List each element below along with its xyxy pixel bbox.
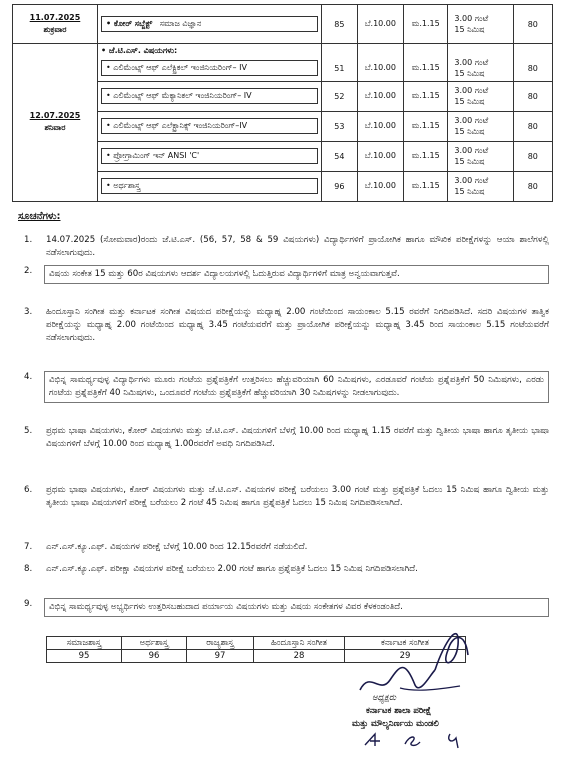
start-time: ಬೆ.10.00 [357, 56, 403, 81]
duration-minutes: 15 ನಿಮಿಷ [454, 157, 485, 166]
empty-cell [404, 44, 448, 57]
table-row [13, 44, 553, 57]
duration-minutes: 15 ನಿಮಿಷ [454, 69, 485, 79]
duration-hours: 3.00 ಗಂಟೆ [454, 116, 489, 125]
marks: 80 [513, 141, 552, 171]
duration-minutes: 15 ನಿಮಿಷ [454, 25, 485, 34]
note-item [24, 265, 549, 284]
duration-minutes: 15 ನಿಮಿಷ [454, 127, 485, 136]
note-number: 2. [24, 266, 33, 276]
note-item [24, 371, 549, 403]
duration-hours: 3.00 ಗಂಟೆ [454, 146, 489, 155]
note-item [24, 306, 549, 345]
table-row [13, 5, 553, 44]
marks: 80 [513, 111, 552, 141]
signature-org-line2: ಮತ್ತು ಮೌಲ್ಯನಿರ್ಣಯ ಮಂಡಲಿ [352, 719, 439, 729]
marks: 80 [513, 171, 552, 201]
subject-name: • ಪ್ರೋಗ್ರಾಮಿಂಗ್ ಇನ್ ANSI 'C' [101, 148, 318, 164]
subject-cell [97, 81, 321, 111]
note-number: 6. [24, 485, 33, 495]
start-time: ಬೆ.10.00 [357, 141, 403, 171]
duration-cell [448, 141, 513, 171]
note-text: ವಿಷಯ ಸಂಕೇತ 15 ಮತ್ತು 60ರ ವಿಷಯಗಳು ಆದರ್ಶ ವಿದ್ಯಾಲಯಗಳಲ್ಲಿ ಓದುತ್ತಿರುವ ವಿದ್ಯಾರ್ಥಿಗಳಿಗೆ ಮಾತ್ರ ಅನ್ವಯವಾಗುತ್ತವೆ. [44, 265, 549, 284]
duration-hours: 3.00 ಗಂಟೆ [454, 176, 489, 185]
duration-cell [448, 171, 513, 201]
end-time: ಮ.1.15 [404, 171, 448, 201]
subject-code: 97 [187, 650, 254, 663]
duration-hours: 3.00 ಗಂಟೆ [454, 86, 489, 95]
start-time: ಬೆ.10.00 [357, 171, 403, 201]
subject-code: 54 [322, 141, 358, 171]
subject-cell [97, 5, 321, 44]
start-time: ಬೆ.10.00 [357, 81, 403, 111]
note-text: ಎನ್.ಎಸ್.ಕ್ಯೂ.ಎಫ್. ವಿಷಯಗಳ ಪರೀಕ್ಷೆ ಬೆಳಗ್ಗೆ 10.00 ರಿಂದ 12.15ರವರೆಗೆ ನಡೆಯಲಿದೆ. [46, 542, 308, 552]
signature-title: ಅಧ್ಯಕ್ಷರು [372, 693, 397, 703]
duration-minutes: 15 ನಿಮಿಷ [454, 97, 485, 106]
note-number: 4. [24, 372, 33, 382]
note-number: 5. [24, 426, 33, 436]
exam-schedule-table [12, 4, 553, 202]
note-number: 7. [24, 542, 33, 552]
duration-hours: 3.00 ಗಂಟೆ [454, 14, 489, 23]
subject-group-label: • ಜೆ.ಟಿ.ಎಸ್. ವಿಷಯಗಳು: [101, 46, 177, 55]
start-time: ಬೆ.10.00 [357, 111, 403, 141]
note-number: 9. [24, 599, 33, 609]
handwritten-initials [360, 730, 470, 750]
duration-cell [448, 81, 513, 111]
note-text: ಪ್ರಥಮ ಭಾಷಾ ವಿಷಯಗಳು, ಕೋರ್ ವಿಷಯಗಳು ಮತ್ತು ಜೆ.ಟಿ.ಎಸ್. ವಿಷಯಗಳಿಗೆ ಬೆಳಗ್ಗೆ 10.00 ರಿಂದ ಮಧ್ಯಾಹ್ನ 1.15 ರವರೆಗೆ ಮತ್ತು ದ್ವಿತೀಯ ಭಾಷಾ ಹಾಗೂ ತೃತೀಯ ಭಾಷಾ ವಿಷಯಗಳಿಗೆ ಬೆಳಗ್ಗೆ 10.00 ರಿಂದ ಮಧ್ಯಾಹ್ನ 1.00ರವರೆಗೆ ಅವಧಿ ನಿಗದಿಪಡಿಸಿದೆ. [46, 426, 549, 449]
subject-name: ಅರ್ಥಶಾಸ್ತ್ರ [122, 637, 187, 650]
note-text: ವಿಭಿನ್ನ ಸಾಮರ್ಥ್ಯವುಳ್ಳ ಅಭ್ಯರ್ಥಿಗಳು ಉತ್ತರಿಸಬಹುದಾದ ಪರ್ಯಾಯ ವಿಷಯಗಳು ಮತ್ತು ವಿಷಯ ಸಂಕೇತಗಳ ವಿವರ ಕೆಳಕಂಡಂತಿದೆ. [44, 598, 549, 617]
end-time: ಮ.1.15 [404, 81, 448, 111]
end-time: ಮ.1.15 [404, 56, 448, 81]
start-time: ಬೆ.10.00 [357, 5, 403, 44]
marks: 80 [513, 81, 552, 111]
duration-cell [448, 111, 513, 141]
subject-name: ಹಿಂದೂಸ್ತಾನಿ ಸಂಗೀತ [254, 637, 345, 650]
note-number: 8. [24, 564, 33, 574]
exam-day: ಶನಿವಾರ [44, 123, 66, 133]
duration-minutes: 15 ನಿಮಿಷ [454, 187, 485, 196]
note-text: ಎನ್.ಎಸ್.ಕ್ಯೂ.ಎಫ್. ಪರೀಕ್ಷಾ ವಿಷಯಗಳ ಪರೀಕ್ಷೆ ಬರೆಯಲು 2.00 ಗಂಟೆ ಹಾಗೂ ಪ್ರಶ್ನೆಪತ್ರಿಕೆ ಓದಲು 15 ನಿಮಿಷ ನಿಗದಿಪಡಿಸಲಾಗಿದೆ. [46, 564, 418, 574]
subject-code: 96 [122, 650, 187, 663]
note-number: 3. [24, 307, 33, 317]
subject-code: 85 [322, 5, 358, 44]
exam-date: 12.07.2025 [29, 111, 81, 121]
subject-name: ಸಮಾಜ ವಿಜ್ಞಾನ [159, 19, 202, 28]
end-time: ಮ.1.15 [404, 141, 448, 171]
note-text: 14.07.2025 (ಸೋಮವಾರ)ರಂದು ಜೆ.ಟಿ.ಎಸ್. (56, 57, 58 & 59 ವಿಷಯಗಳು) ವಿದ್ಯಾರ್ಥಿಗಳಿಗೆ ಪ್ರಾಯೋಗಿಕ ಹಾಗೂ ಮೌಖಿಕ ಪರೀಕ್ಷೆಗಳನ್ನು ಆಯಾ ಶಾಲೆಗಳಲ್ಲಿ ನಡೆಸಲಾಗುವುದು. [46, 235, 549, 258]
subject-cell [97, 141, 321, 171]
handwritten-signature [340, 600, 480, 710]
note-item [24, 234, 549, 260]
date-cell [13, 44, 98, 202]
end-time: ಮ.1.15 [404, 5, 448, 44]
subject-cell [97, 111, 321, 141]
empty-cell [357, 44, 403, 57]
subject-code: 53 [322, 111, 358, 141]
end-time: ಮ.1.15 [404, 111, 448, 141]
empty-cell [322, 44, 358, 57]
subject-code: 29 [345, 650, 466, 663]
subject-code: 51 [322, 56, 358, 81]
note-number: 1. [24, 235, 33, 245]
duration-hours: 3.00 ಗಂಟೆ [454, 58, 489, 68]
subject-box [101, 16, 318, 32]
note-item [24, 425, 549, 451]
empty-cell [513, 44, 552, 57]
marks: 80 [513, 56, 552, 81]
subject-name: • ಎಲಿಮೆಂಟ್ಸ್ ಆಫ್ ಮೆಕ್ಯಾನಿಕಲ್ ಇಂಜಿನಿಯರಿಂಗ್– IV [101, 88, 318, 104]
date-cell [13, 5, 98, 44]
duration-cell [448, 56, 513, 81]
subject-cell [97, 56, 321, 81]
subject-name: • ಎಲಿಮೆಂಟ್ಸ್ ಆಫ್ ಎಲೆಕ್ಟ್ರಾನಿಕ್ಸ್ ಇಂಜಿನಿಯರಿಂಗ್–IV [101, 118, 318, 134]
empty-cell [448, 44, 513, 57]
duration-cell [448, 5, 513, 44]
note-text: ಹಿಂದೂಸ್ತಾನಿ ಸಂಗೀತ ಮತ್ತು ಕರ್ನಾಟಕ ಸಂಗೀತ ವಿಷಯದ ಪರೀಕ್ಷೆಯನ್ನು ಮಧ್ಯಾಹ್ನ 2.00 ಗಂಟೆಯಿಂದ ಸಾಯಂಕಾಲ 5.15 ರವರೆಗೆ ನಿಗದಿಪಡಿಸಿದೆ. ಸದರಿ ವಿಷಯಗಳ ತಾತ್ವಿಕ ಪರೀಕ್ಷೆಯನ್ನು ಮಧ್ಯಾಹ್ನ 2.00 ಗಂಟೆಯಿಂದ ಮಧ್ಯಾಹ್ನ 3.45 ಗಂಟೆಯವರೆಗೆ ಮತ್ತು ಪ್ರಾಯೋಗಿಕ ಪರೀಕ್ಷೆಯನ್ನು ಮಧ್ಯಾಹ್ನ 3.45 ರಿಂದ ಸಾಯಂಕಾಲ 5.15 ಗಂಟೆಯವರೆಗೆ ನಡೆಸಲಾಗುವುದು. [46, 307, 549, 343]
note-text: ಪ್ರಥಮ ಭಾಷಾ ವಿಷಯಗಳು, ಕೋರ್ ವಿಷಯಗಳು ಮತ್ತು ಜೆ.ಟಿ.ಎಸ್. ವಿಷಯಗಳ ಪರೀಕ್ಷೆ ಬರೆಯಲು 3.00 ಗಂಟೆ ಮತ್ತು ಪ್ರಶ್ನೆಪತ್ರಿಕೆ ಓದಲು 15 ನಿಮಿಷ ಹಾಗೂ ದ್ವಿತೀಯ ಮತ್ತು ತೃತೀಯ ಭಾಷಾ ವಿಷಯಗಳಿಗೆ ಪರೀಕ್ಷೆ ಬರೆಯಲು 2 ಗಂಟೆ 45 ನಿಮಿಷ ಹಾಗೂ ಪ್ರಶ್ನೆಪತ್ರಿಕೆ ಓದಲು 15 ನಿಮಿಷ ನಿಗದಿಪಡಿಸಲಾಗಿದೆ. [46, 485, 549, 508]
exam-day: ಶುಕ್ರವಾರ [43, 25, 67, 34]
note-item [24, 541, 549, 554]
exam-date: 11.07.2025 [29, 13, 81, 22]
note-item [24, 563, 549, 576]
notes-title: ಸೂಚನೆಗಳು: [18, 211, 61, 222]
subject-code: 96 [322, 171, 358, 201]
subject-name: ಸಮಾಜಶಾಸ್ತ್ರ [47, 637, 122, 650]
subject-category: • ಕೋರ್ ಸಬ್ಜೆಕ್ಟ್ [106, 19, 152, 28]
subject-name: • ಅರ್ಥಶಾಸ್ತ್ರ [101, 178, 318, 194]
subject-code: 28 [254, 650, 345, 663]
subject-name: ರಾಜ್ಯಶಾಸ್ತ್ರ [187, 637, 254, 650]
marks: 80 [513, 5, 552, 44]
subject-code: 52 [322, 81, 358, 111]
subject-name: • ಎಲಿಮೆಂಟ್ಸ್ ಆಫ್ ಎಲೆಕ್ಟ್ರಿಕಲ್ ಇಂಜಿನಿಯರಿಂಗ್– IV [101, 60, 318, 76]
subject-group-header [97, 44, 321, 57]
signature-org-line1: ಕರ್ನಾಟಕ ಶಾಲಾ ಪರೀಕ್ಷೆ [366, 706, 432, 716]
note-text: ವಿಭಿನ್ನ ಸಾಮರ್ಥ್ಯವುಳ್ಳ ವಿದ್ಯಾರ್ಥಿಗಳು ಮೂರು ಗಂಟೆಯ ಪ್ರಶ್ನೆಪತ್ರಿಕೆಗೆ ಉತ್ತರಿಸಲು ಹೆಚ್ಚುವರಿಯಾಗಿ 60 ನಿಮಿಷಗಳು, ಎರಡೂವರೆ ಗಂಟೆಯ ಪ್ರಶ್ನೆಪತ್ರಿಕೆಗೆ 50 ನಿಮಿಷಗಳು, ಎರಡು ಗಂಟೆಯ ಪ್ರಶ್ನೆಪತ್ರಿಕೆಗೆ 40 ನಿಮಿಷಗಳು, ಒಂದೂವರೆ ಗಂಟೆಯ ಪ್ರಶ್ನೆಪತ್ರಿಕೆಗೆ ಹೆಚ್ಚುವರಿಯಾಗಿ 30 ನಿಮಿಷಗಳನ್ನು ನೀಡಲಾಗುವುದು. [44, 371, 549, 403]
note-item [24, 484, 549, 510]
subject-code: 95 [47, 650, 122, 663]
subject-cell [97, 171, 321, 201]
subject-name: ಕರ್ನಾಟಕ ಸಂಗೀತ [345, 637, 466, 650]
